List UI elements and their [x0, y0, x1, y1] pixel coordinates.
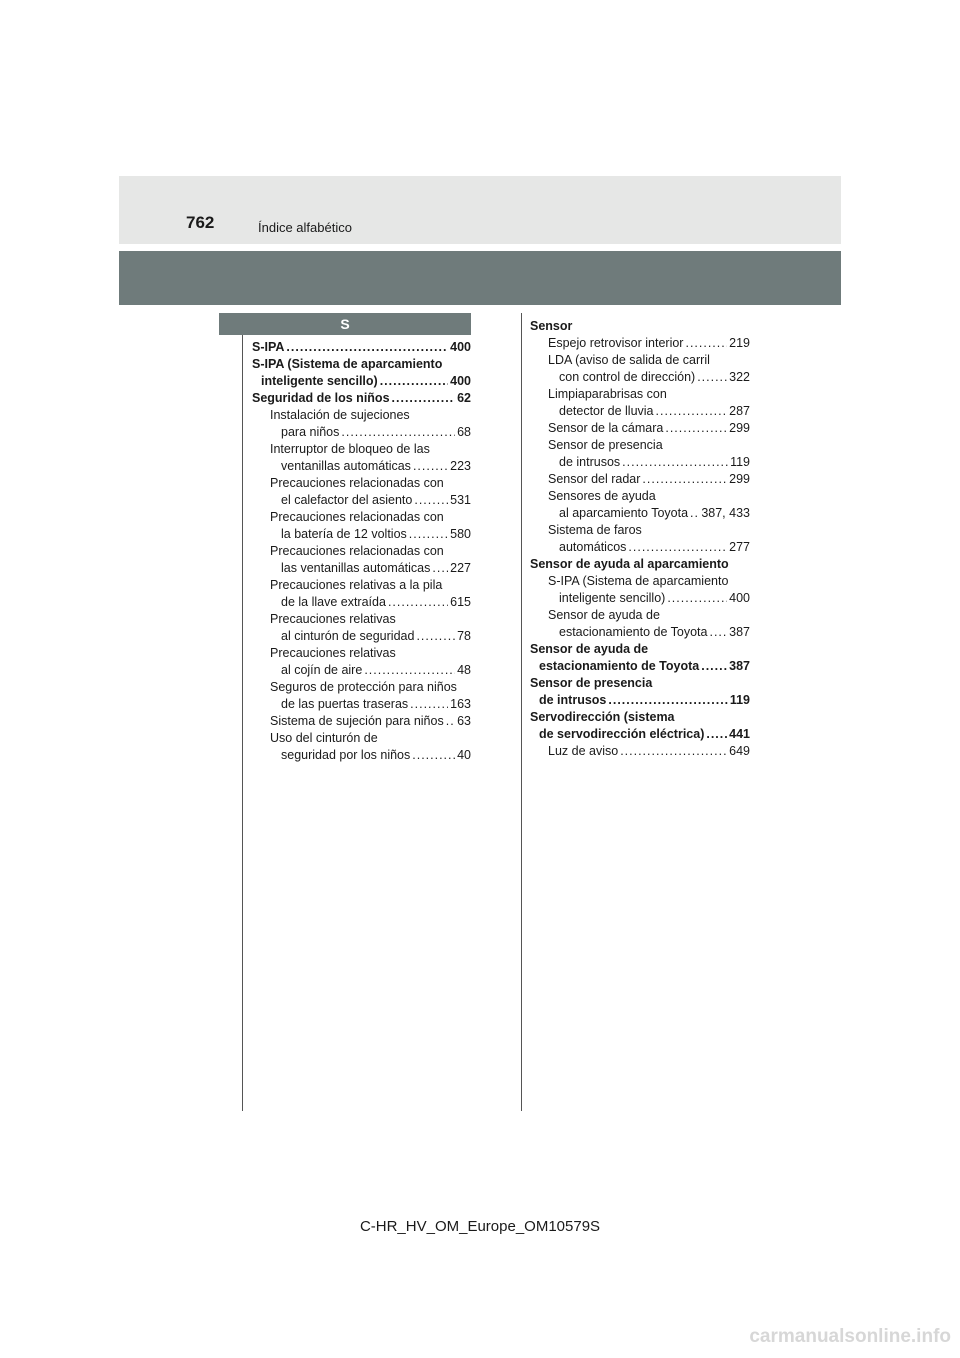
- index-entry-page: 441: [729, 727, 750, 741]
- index-entry-text: Servodirección (sistema: [530, 710, 675, 724]
- index-entry: [530, 556, 750, 573]
- index-entry-text: Sensores de ayuda: [548, 489, 656, 503]
- index-entry: [530, 658, 750, 675]
- index-entry-page: 62: [457, 391, 471, 405]
- index-entry: [252, 543, 471, 560]
- index-entry: [530, 522, 750, 539]
- dot-leader: [642, 471, 727, 488]
- index-entry-text: Precauciones relacionadas con: [270, 476, 444, 490]
- index-entry: [252, 475, 471, 492]
- index-entry-page: 299: [729, 472, 750, 486]
- index-entry: [530, 454, 750, 471]
- index-entry-text: al cinturón de seguridad: [281, 629, 415, 643]
- document-id-footer: C-HR_HV_OM_Europe_OM10579S: [359, 1218, 601, 1235]
- index-entry-text: Precauciones relacionadas con: [270, 510, 444, 524]
- index-entry-page: 387: [729, 659, 750, 673]
- index-entry-text: Seguros de protección para niños: [270, 680, 457, 694]
- dot-leader: [392, 390, 456, 407]
- index-entry: [530, 437, 750, 454]
- index-entry: [252, 730, 471, 747]
- index-entry: [252, 560, 471, 577]
- index-entry: [530, 743, 750, 760]
- index-entry: [252, 696, 471, 713]
- header-divider-bar: [119, 251, 841, 305]
- index-entry-text: Precauciones relacionadas con: [270, 544, 444, 558]
- index-entry: [530, 505, 750, 522]
- index-entry-page: 48: [457, 663, 471, 677]
- right-column-rule: [521, 313, 522, 1111]
- index-entry: [530, 488, 750, 505]
- index-entry-page: 163: [450, 697, 471, 711]
- index-entry-text: S-IPA (Sistema de aparcamiento: [548, 574, 729, 588]
- index-entry: [530, 709, 750, 726]
- index-entry: [252, 662, 471, 679]
- index-entry: [530, 692, 750, 709]
- index-entry-text: detector de lluvia: [559, 404, 654, 418]
- index-entry: [252, 458, 471, 475]
- dot-leader: [388, 594, 448, 611]
- index-entry-text: Sistema de sujeción para niños: [270, 714, 444, 728]
- index-entry: [252, 679, 471, 696]
- left-column-rule: [242, 335, 243, 1111]
- index-entry: [530, 590, 750, 607]
- dot-leader: [667, 590, 727, 607]
- index-entry: [530, 539, 750, 556]
- index-entry-text: con control de dirección): [559, 370, 696, 384]
- index-entry: [530, 369, 750, 386]
- index-entry: [530, 726, 750, 743]
- index-entry-text: Precauciones relativas: [270, 612, 396, 626]
- dot-leader: [628, 539, 727, 556]
- header-band: [119, 176, 841, 244]
- watermark: carmanualsonline.info: [749, 1326, 951, 1347]
- index-entry-page: 63: [457, 714, 471, 728]
- index-entry-page: 40: [457, 748, 471, 762]
- index-entry-text: Seguridad de los niños: [252, 391, 390, 405]
- index-entry: [530, 335, 750, 352]
- index-entry-text: Espejo retrovisor interior: [548, 336, 684, 350]
- index-entry-page: 615: [450, 595, 471, 609]
- index-entry-text: de servodirección eléctrica): [539, 727, 705, 741]
- index-entry-page: 68: [457, 425, 471, 439]
- index-entry-text: de intrusos: [559, 455, 621, 469]
- index-entry-text: estacionamiento de Toyota: [559, 625, 708, 639]
- index-entry-text: Uso del cinturón de: [270, 731, 378, 745]
- index-entry: [530, 624, 750, 641]
- index-entry-text: automáticos: [559, 540, 627, 554]
- index-entry-text: el calefactor del asiento: [281, 493, 413, 507]
- page-number: 762: [186, 213, 215, 232]
- index-letter-heading: S: [219, 313, 471, 335]
- dot-leader: [697, 369, 727, 386]
- index-entry-text: de las puertas traseras: [281, 697, 409, 711]
- index-entry-page: 400: [450, 374, 471, 388]
- index-entry: [252, 594, 471, 611]
- dot-leader: [706, 726, 727, 743]
- index-entry-page: 400: [729, 591, 750, 605]
- index-column-right: [530, 318, 750, 760]
- index-entry: [252, 509, 471, 526]
- index-entry-text: Sensor de ayuda al aparcamiento: [530, 557, 729, 571]
- dot-leader: [665, 420, 727, 437]
- index-entry: [252, 407, 471, 424]
- dot-leader: [446, 713, 455, 730]
- index-entry-text: S-IPA (Sistema de aparcamiento: [252, 357, 443, 371]
- index-entry: [530, 675, 750, 692]
- index-entry-text: para niños: [281, 425, 340, 439]
- dot-leader: [409, 526, 448, 543]
- dot-leader: [701, 658, 727, 675]
- index-entry-text: Instalación de sujeciones: [270, 408, 410, 422]
- index-entry: [530, 573, 750, 590]
- index-entry-text: Sensor del radar: [548, 472, 641, 486]
- index-entry: [252, 356, 471, 373]
- index-entry-page: 287: [729, 404, 750, 418]
- index-entry-page: 387: [729, 625, 750, 639]
- dot-leader: [656, 403, 728, 420]
- index-entry-page: 227: [450, 561, 471, 575]
- dot-leader: [380, 373, 448, 390]
- index-entry-text: Interruptor de bloqueo de las: [270, 442, 430, 456]
- index-entry: [530, 471, 750, 488]
- index-entry-text: al aparcamiento Toyota: [559, 506, 689, 520]
- index-entry-page: 580: [450, 527, 471, 541]
- section-title: Índice alfabético: [258, 220, 352, 235]
- index-entry-text: LDA (aviso de salida de carril: [548, 353, 710, 367]
- dot-leader: [364, 662, 455, 679]
- index-entry-text: al cojín de aire: [281, 663, 363, 677]
- index-entry-page: 78: [457, 629, 471, 643]
- index-entry-page: 219: [729, 336, 750, 350]
- dot-leader: [432, 560, 448, 577]
- index-entry-text: Luz de aviso: [548, 744, 619, 758]
- index-entry-page: 531: [450, 493, 471, 507]
- index-entry-text: S-IPA: [252, 340, 285, 354]
- dot-leader: [410, 696, 448, 713]
- index-entry: [530, 403, 750, 420]
- index-entry-text: Sensor de presencia: [548, 438, 663, 452]
- index-entry: [252, 611, 471, 628]
- index-entry-text: inteligente sencillo): [559, 591, 666, 605]
- index-entry: [252, 492, 471, 509]
- dot-leader: [412, 747, 455, 764]
- index-entry: [252, 645, 471, 662]
- index-entry-page: 649: [729, 744, 750, 758]
- index-entry: [252, 747, 471, 764]
- index-entry-text: estacionamiento de Toyota: [539, 659, 700, 673]
- index-entry: [530, 386, 750, 403]
- index-entry-text: Limpiaparabrisas con: [548, 387, 667, 401]
- index-entry-text: de intrusos: [539, 693, 607, 707]
- dot-leader: [608, 692, 727, 709]
- index-entry: [530, 641, 750, 658]
- index-entry-text: Sensor: [530, 319, 573, 333]
- dot-leader: [416, 628, 455, 645]
- index-entry: [530, 420, 750, 437]
- dot-leader: [690, 505, 699, 522]
- index-column-left: [252, 339, 471, 764]
- index-entry: [252, 373, 471, 390]
- index-entry-text: Sistema de faros: [548, 523, 642, 537]
- index-entry: [252, 390, 471, 407]
- index-entry-page: 277: [729, 540, 750, 554]
- index-entry-page: 119: [730, 455, 750, 469]
- index-entry-text: seguridad por los niños: [281, 748, 411, 762]
- index-entry-text: Precauciones relativas: [270, 646, 396, 660]
- dot-leader: [709, 624, 727, 641]
- index-entry-text: ventanillas automáticas: [281, 459, 411, 473]
- dot-leader: [685, 335, 727, 352]
- index-entry: [530, 607, 750, 624]
- index-entry-page: 119: [729, 693, 750, 707]
- index-entry-page: 322: [729, 370, 750, 384]
- index-entry-page: 387, 433: [701, 506, 750, 520]
- index-entry-text: de la llave extraída: [281, 595, 386, 609]
- index-entry: [252, 628, 471, 645]
- index-entry-page: 223: [450, 459, 471, 473]
- dot-leader: [620, 743, 727, 760]
- index-entry-text: Sensor de ayuda de: [548, 608, 660, 622]
- dot-leader: [622, 454, 728, 471]
- index-entry-text: Precauciones relativas a la pila: [270, 578, 443, 592]
- index-entry: [252, 424, 471, 441]
- index-entry: [530, 352, 750, 369]
- index-entry: [530, 318, 750, 335]
- index-entry-text: inteligente sencillo): [261, 374, 378, 388]
- index-entry: [252, 577, 471, 594]
- index-entry-page: 299: [729, 421, 750, 435]
- index-entry-text: las ventanillas automáticas: [281, 561, 431, 575]
- index-entry-text: Sensor de presencia: [530, 676, 653, 690]
- index-entry-page: 400: [450, 340, 471, 354]
- dot-leader: [341, 424, 455, 441]
- index-entry: [252, 526, 471, 543]
- index-entry: [252, 441, 471, 458]
- dot-leader: [286, 339, 448, 356]
- index-entry-text: Sensor de ayuda de: [530, 642, 649, 656]
- dot-leader: [413, 458, 448, 475]
- dot-leader: [414, 492, 448, 509]
- index-entry-text: la batería de 12 voltios: [281, 527, 407, 541]
- index-entry: [252, 339, 471, 356]
- index-entry-text: Sensor de la cámara: [548, 421, 664, 435]
- index-entry: [252, 713, 471, 730]
